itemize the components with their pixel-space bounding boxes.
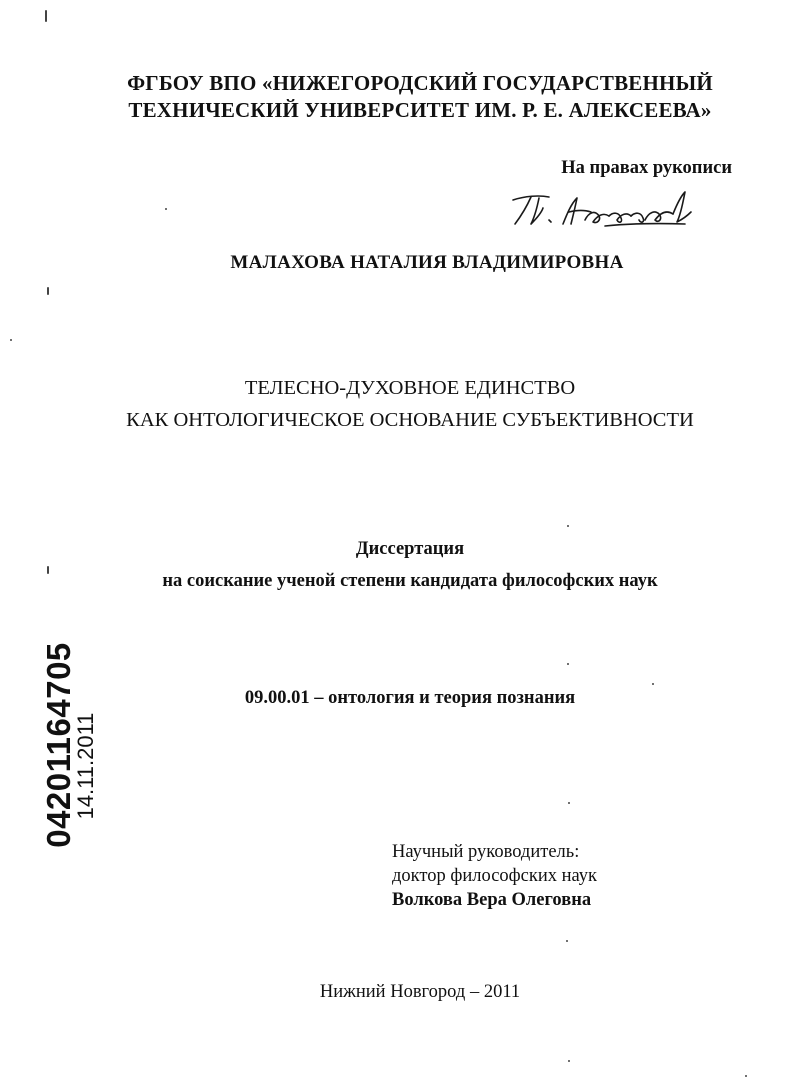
- institution-name: [40, 70, 798, 124]
- place-and-year: Нижний Новгород – 2011: [319, 982, 521, 1002]
- thesis-title: [10, 372, 798, 436]
- scan-speck: [47, 566, 49, 574]
- degree-info: [20, 533, 798, 597]
- scan-speck: [652, 683, 654, 685]
- scan-speck: [45, 10, 47, 22]
- scan-speck: [47, 287, 49, 295]
- scan-speck: [568, 802, 570, 804]
- handwritten-signature: [505, 186, 700, 236]
- archive-stamp-number: 04201164705: [40, 642, 77, 848]
- supervisor-name: Волкова Вера Олеговна: [392, 890, 592, 910]
- scan-speck: [567, 525, 569, 527]
- thesis-title-line-2: КАК ОНТОЛОГИЧЕСКОЕ ОСНОВАНИЕ СУБЪЕКТИВНОСТИ: [126, 409, 694, 431]
- scan-speck: [567, 663, 569, 665]
- supervisor-block: [392, 840, 597, 912]
- scan-speck: [568, 1060, 570, 1062]
- scan-speck: [10, 339, 12, 341]
- thesis-title-line-1: ТЕЛЕСНО-ДУХОВНОЕ ЕДИНСТВО: [244, 377, 576, 399]
- manuscript-rights-note: На правах рукописи: [561, 158, 732, 178]
- supervisor-rank: доктор философских наук: [392, 866, 598, 886]
- supervisor-label: Научный руководитель:: [392, 842, 580, 862]
- scan-speck: [165, 208, 167, 210]
- degree-type: Диссертация: [355, 539, 465, 559]
- scan-speck: [566, 940, 568, 942]
- institution-line-2: ТЕХНИЧЕСКИЙ УНИВЕРСИТЕТ ИМ. Р. Е. АЛЕКСЕЕВА»: [128, 98, 712, 122]
- specialty-code: 09.00.01 – онтология и теория познания: [244, 688, 576, 708]
- archive-stamp-date: 14.11.2011: [73, 712, 98, 820]
- institution-line-1: ФГБОУ ВПО «НИЖЕГОРОДСКИЙ ГОСУДАРСТВЕННЫЙ: [127, 71, 713, 95]
- degree-purpose: на соискание ученой степени кандидата философских наук: [162, 571, 658, 591]
- scan-speck: [745, 1075, 747, 1077]
- author-name: МАЛАХОВА НАТАЛИЯ ВЛАДИМИРОВНА: [230, 252, 624, 273]
